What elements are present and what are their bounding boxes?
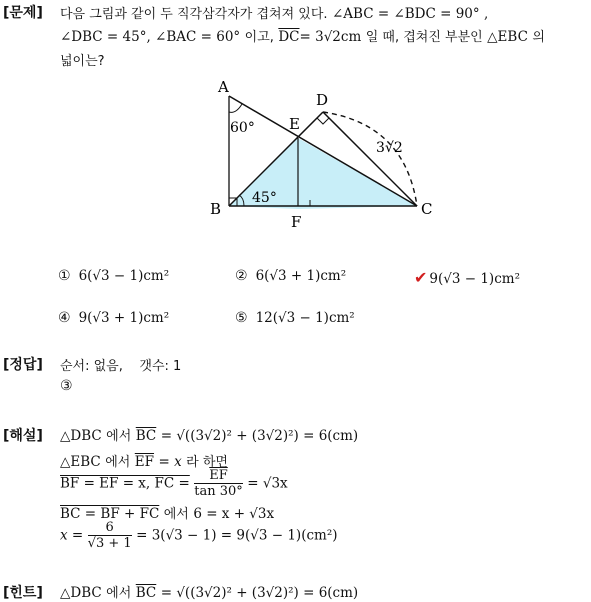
point-label-a: A <box>218 78 229 96</box>
fraction: $\frac{6}{√3 + 1}$ <box>87 520 132 551</box>
point-label-f: F <box>291 213 302 231</box>
point-label-d: D <box>316 91 329 109</box>
problem-line-3: 넓이는? <box>60 54 105 69</box>
answer-line-2: ③ <box>60 378 73 394</box>
explanation-line-1: △DBC 에서 $\overline{BC} = √((3√2)^2 + (3√2)^2) = 6(cm)$ <box>60 428 359 444</box>
explanation-line-3: BF = EF = x, FC = $\frac{\overline{EF}}{\tan 30^\circ}$ = √3x <box>60 468 288 499</box>
problem-text: 의 <box>532 30 545 45</box>
explanation-line-2: △EBC 에서 $\overline{EF} = x$ 라 하면 <box>60 454 228 470</box>
problem-math: ∠DBC = 45°, ∠BAC = 60° <box>60 29 241 45</box>
point-label-c: C <box>421 200 433 218</box>
answer-line-1: 순서: 없음, 갯수: 1 <box>60 359 182 374</box>
hint-label: [힌트] <box>3 585 43 601</box>
problem-text: 다음 그림과 같이 두 직각삼각자가 겹쳐져 있다. <box>60 7 328 22</box>
problem-label: [문제] <box>3 5 43 21</box>
angle-arc-60 <box>229 104 242 112</box>
choice-1[interactable]: ① 6(√3 − 1)cm² <box>58 268 170 284</box>
hint-line: △DBC 에서 $\overline{BC} = √((3√2)^2 + (3√2)^2) = 6(cm)$ <box>60 585 359 601</box>
explanation-line-5: x = $\frac{6}{√3 + 1}$ = 3(√3 − 1) = 9(√3 − 1)(cm²) <box>60 520 338 551</box>
explanation-label: [해설] <box>3 428 43 444</box>
angle-label-45: 45° <box>252 190 277 206</box>
right-angle-mark <box>317 118 329 124</box>
segment-dc: $\overline{DC}$ <box>278 29 300 45</box>
angle-label-60: 60° <box>230 120 255 136</box>
choice-5[interactable]: ⑤ 12(√3 − 1)cm² <box>235 310 355 326</box>
point-label-b: B <box>210 200 222 218</box>
length-label-dc: 3√2 <box>376 140 403 156</box>
fraction: $\frac{\overline{EF}}{\tan 30^\circ}$ <box>194 468 243 499</box>
checkmark-icon: ✔ <box>414 268 428 287</box>
choice-2[interactable]: ② 6(√3 + 1)cm² <box>235 268 347 284</box>
geometry-figure <box>200 72 440 232</box>
problem-text: 일 때, 겹쳐진 부분인 <box>365 30 483 45</box>
choice-4[interactable]: ④ 9(√3 + 1)cm² <box>58 310 170 326</box>
problem-text: 이고, <box>244 30 274 45</box>
answer-label: [정답] <box>3 357 43 373</box>
explanation-line-4: BC = BF + FC 에서 6 = x + √3x <box>60 506 275 522</box>
choice-3[interactable]: ✔ 9(√3 − 1)cm² <box>414 268 520 287</box>
point-label-e: E <box>289 115 300 133</box>
problem-math: ∠ABC = ∠BDC = 90° , <box>331 6 489 22</box>
problem-line-1 <box>60 3 488 22</box>
problem-line-2 <box>60 26 545 45</box>
problem-math: △EBC <box>487 29 528 45</box>
problem-math: = 3√2cm <box>299 29 362 45</box>
